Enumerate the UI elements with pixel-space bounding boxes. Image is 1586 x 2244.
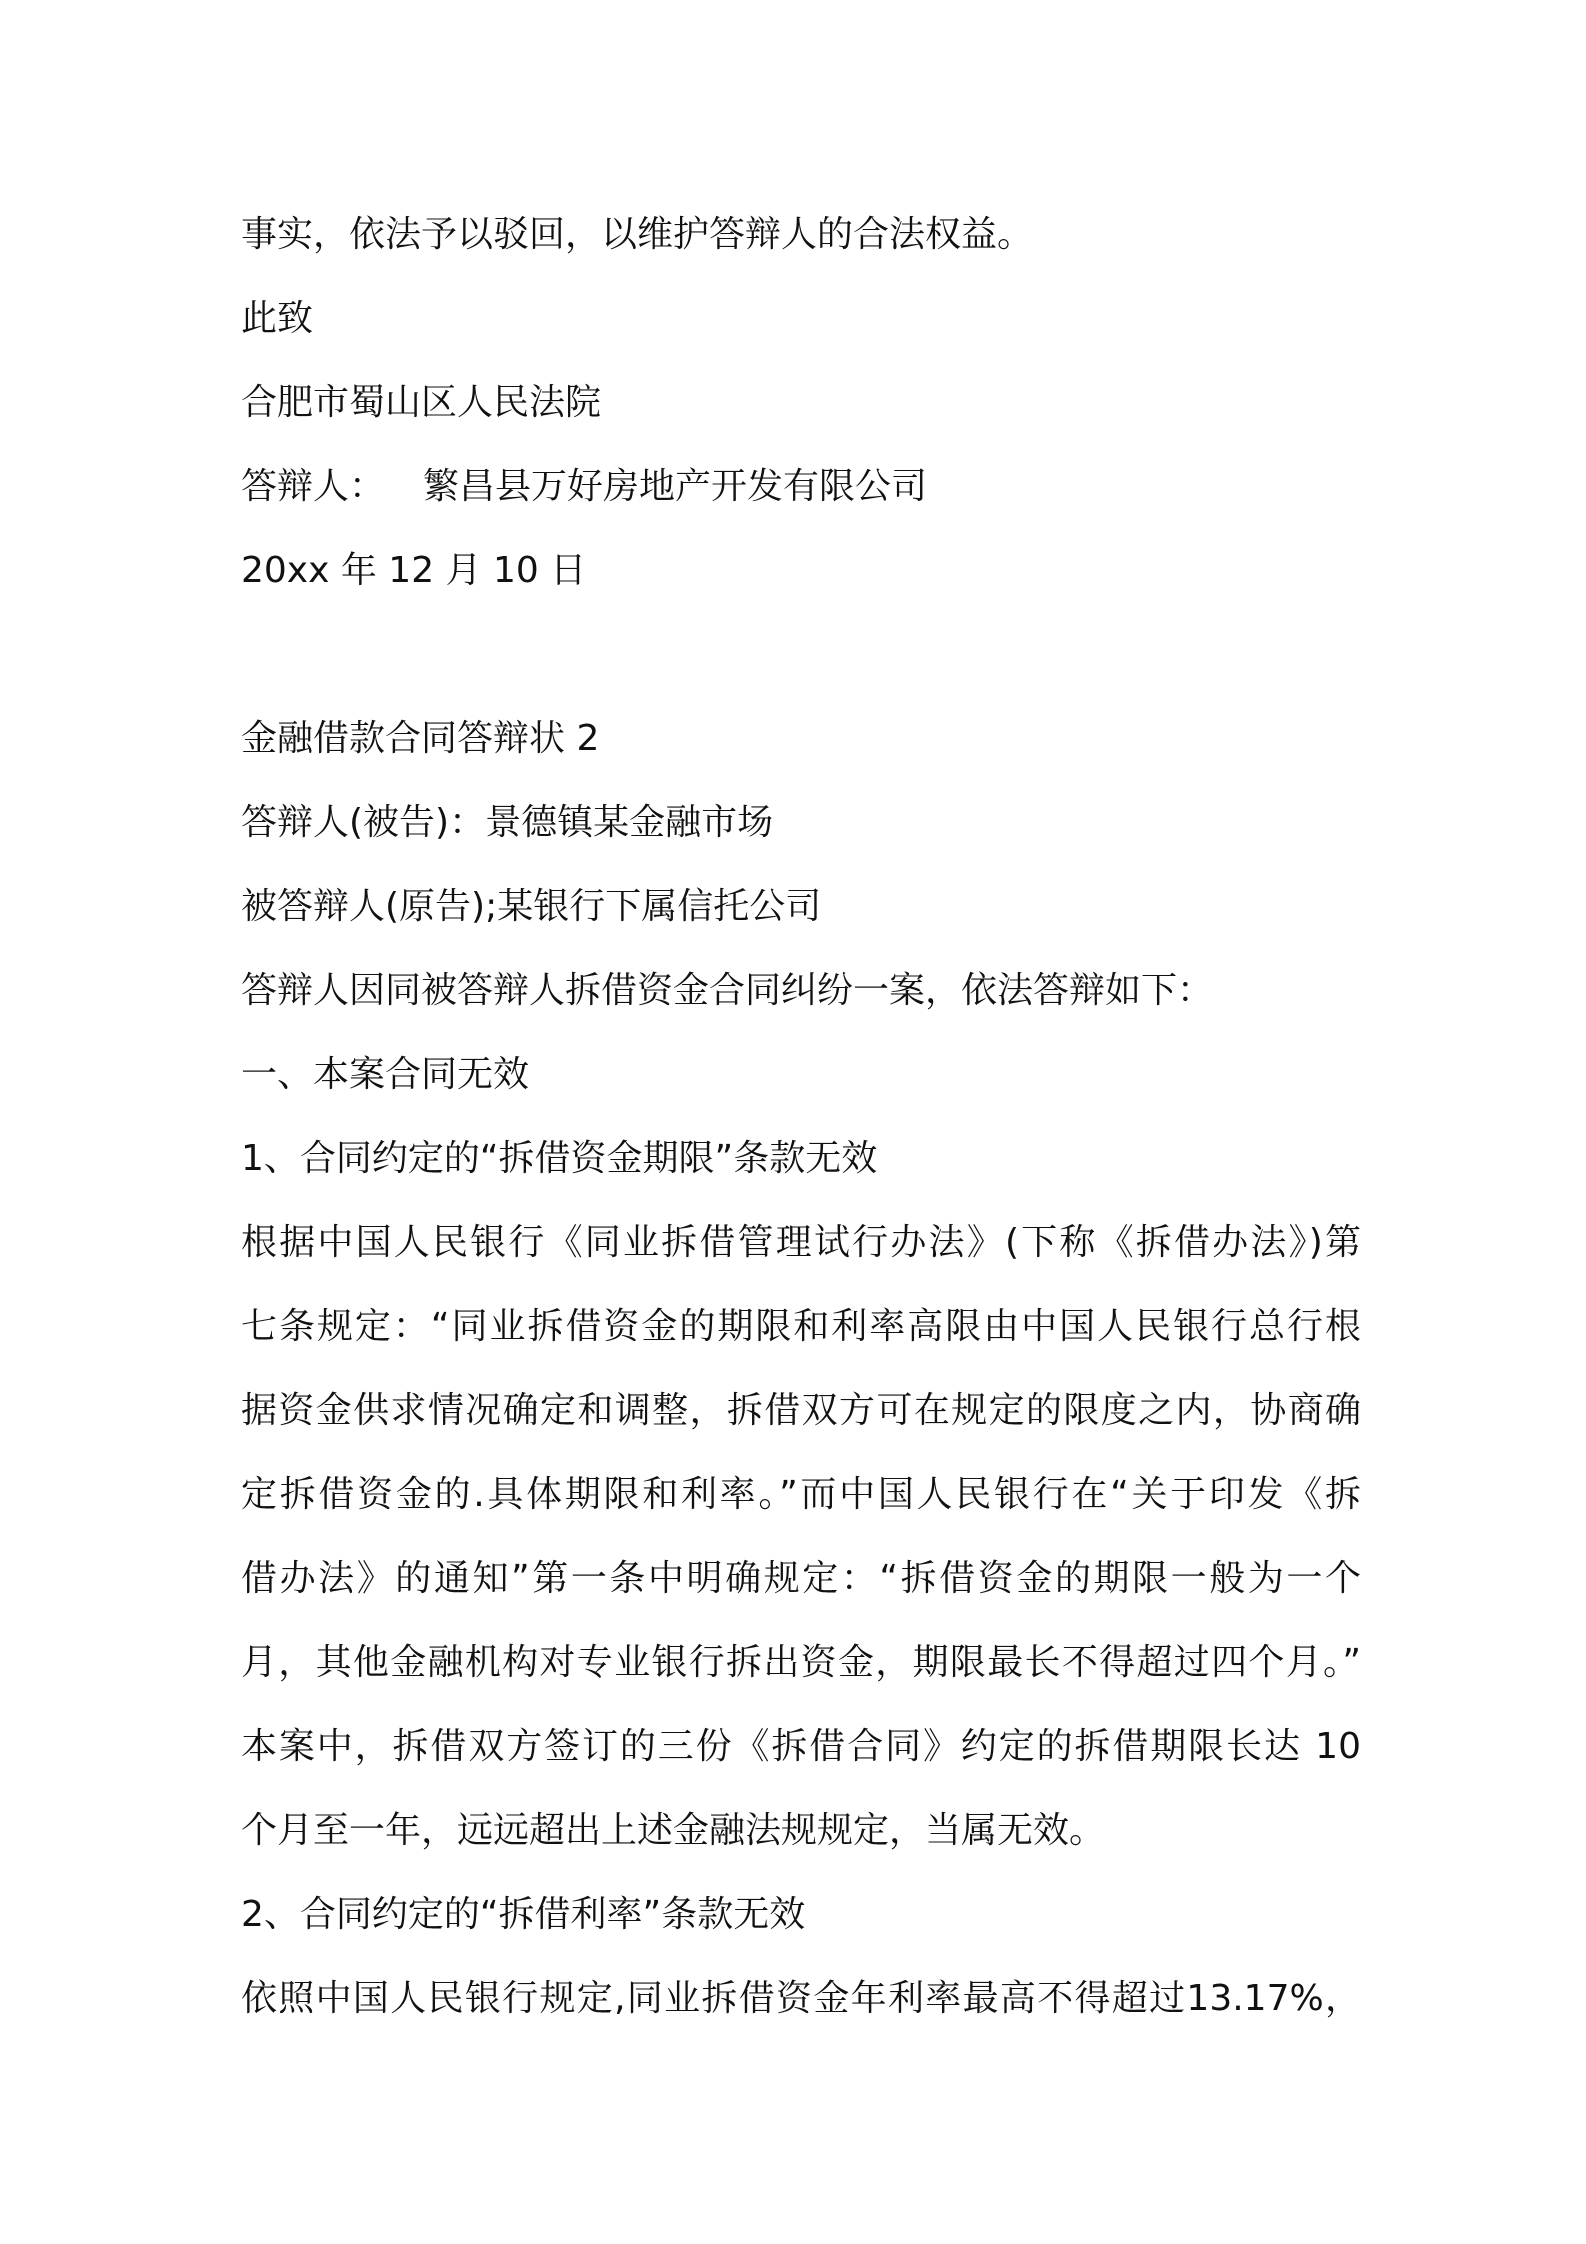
document-body (241, 193, 1361, 2041)
paragraph-2 (241, 1957, 1361, 2041)
paragraph-line: 根据中国人民银行《同业拆借管理试行办法》(下称《拆借办法》)第 (241, 1222, 1361, 1263)
paragraph-line: 据资金供求情况确定和调整，拆借双方可在规定的限度之内，协商确 (241, 1390, 1361, 1431)
intro-paragraph: 答辩人因同被答辩人拆借资金合同纠纷一案，依法答辩如下： (241, 970, 1214, 1011)
section-title: 金融借款合同答辩状 2 (241, 718, 600, 759)
paragraph-line: 借办法》的通知”第一条中明确规定：“拆借资金的期限一般为一个 (241, 1558, 1361, 1599)
paragraph-line: 月，其他金融机构对专业银行拆出资金，期限最长不得超过四个月。” (241, 1642, 1361, 1683)
salutation: 此致 (241, 298, 314, 339)
respondent-label: 答辩人： (241, 466, 386, 507)
document-date: 20xx 年 12 月 10 日 (241, 550, 587, 591)
court-name: 合肥市蜀山区人民法院 (241, 382, 602, 423)
paragraph-line: 七条规定：“同业拆借资金的期限和利率高限由中国人民银行总行根 (241, 1306, 1361, 1347)
paragraph-line: 本案中，拆借双方签订的三份《拆借合同》约定的拆借期限长达 10 (241, 1726, 1361, 1767)
paragraph-line: 定拆借资金的.具体期限和利率。”而中国人民银行在“关于印发《拆 (241, 1474, 1361, 1515)
respondent-name: 繁昌县万好房地产开发有限公司 (423, 466, 928, 507)
item-2-title: 2、合同约定的“拆借利率”条款无效 (241, 1894, 806, 1935)
closing-line: 事实，依法予以驳回，以维护答辩人的合法权益。 (241, 214, 1034, 255)
paragraph-1 (241, 1201, 1361, 1873)
section-gap (241, 613, 1361, 697)
paragraph-line: 依照中国人民银行规定,同业拆借资金年利率最高不得超过13.17%， (241, 1978, 1361, 2019)
plaintiff-party: 被答辩人(原告);某银行下属信托公司 (241, 886, 822, 927)
paragraph-line-last: 个月至一年，远远超出上述金融法规规定，当属无效。 (241, 1810, 1106, 1851)
respondent-party: 答辩人(被告)：景德镇某金融市场 (241, 802, 774, 843)
item-1-title: 1、合同约定的“拆借资金期限”条款无效 (241, 1138, 878, 1179)
respondent-line (241, 445, 1361, 529)
heading-1: 一、本案合同无效 (241, 1054, 530, 1095)
